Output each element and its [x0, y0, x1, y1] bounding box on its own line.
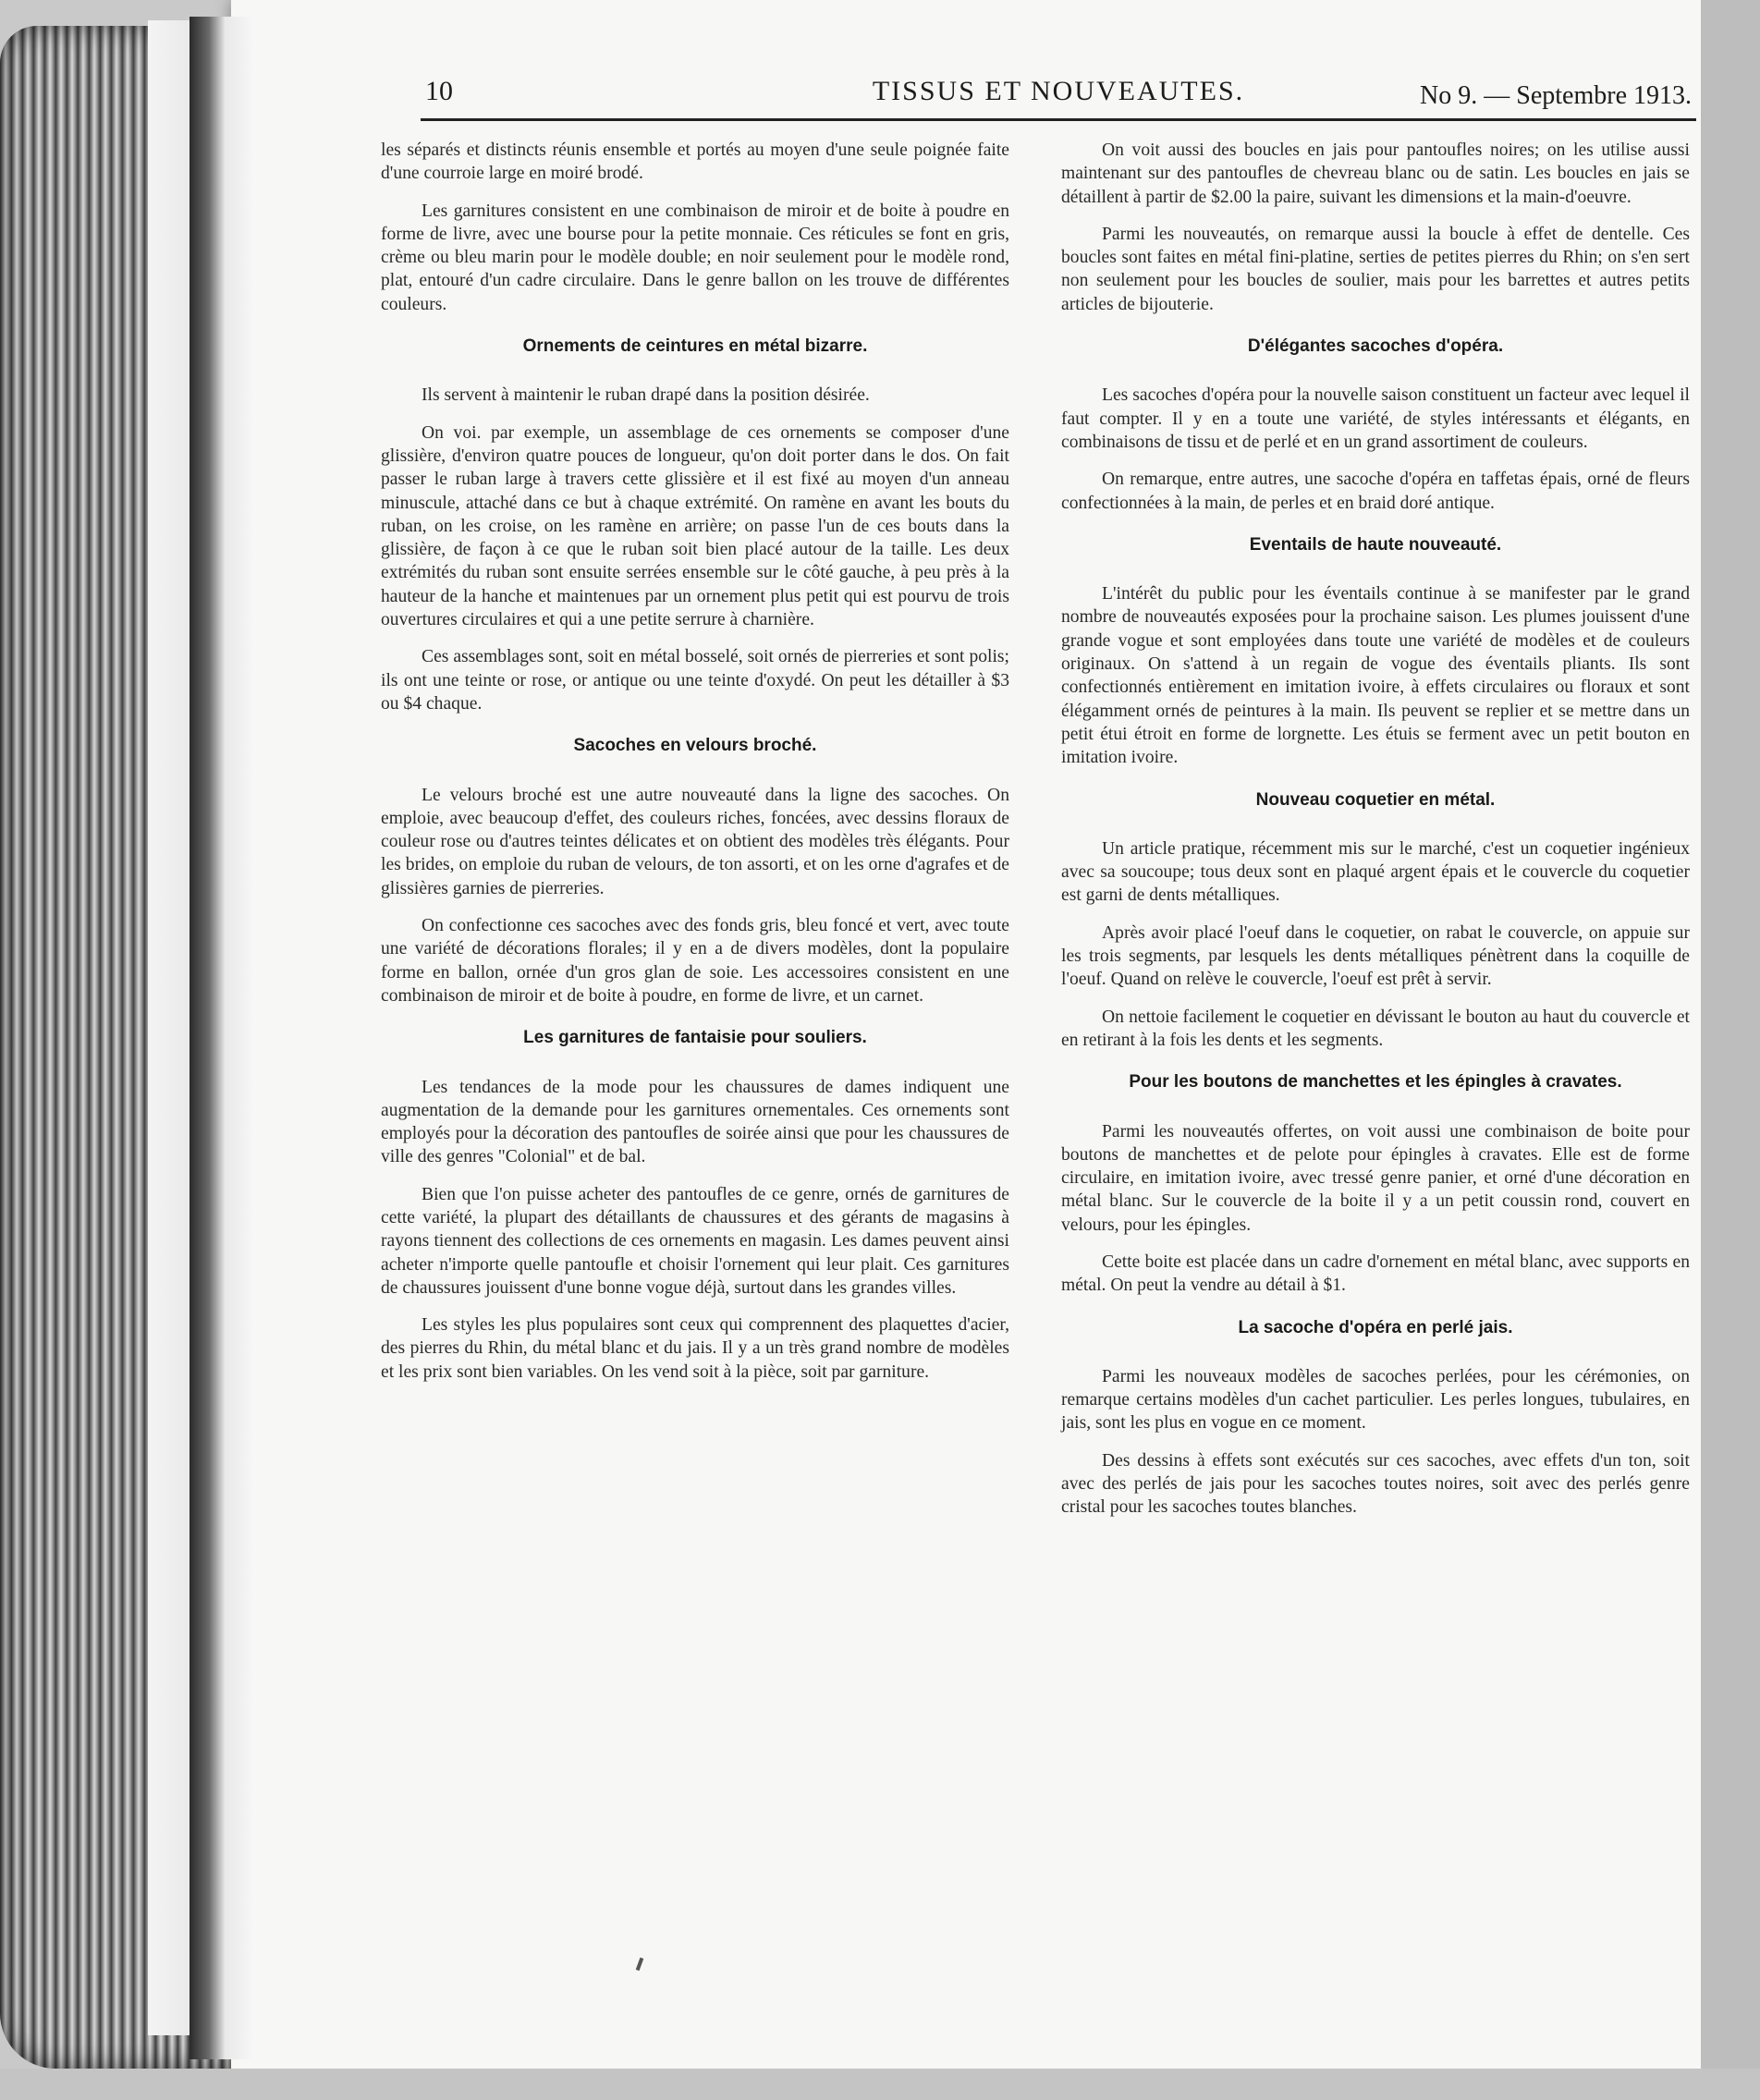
paragraph: Les garnitures consistent en une combinaison de miroir et de boite à poudre en forme de livre, avec une bourse pour la petite monnaie. Ces réticules se font en gris, crème ou bleu marin pour le modèle double; en noir seulement pour le modèle rond, plat, entouré d'un cadre circulaire. Dans le genre ballon on les trouve de différentes couleurs. [381, 201, 1009, 314]
paragraph: Les styles les plus populaires sont ceux qui comprennent des plaquettes d'acier, des pierres du Rhin, du métal blanc et du jais. Il y a un très grand nombre de modèles et les prix sont bien variables. On les vend soit à la pièce, soit par garniture. [381, 1315, 1009, 1382]
paragraph: On nettoie facilement le coquetier en dévissant le bouton au haut du couvercle et en retirant à la fois les dents et les segments. [1061, 1007, 1690, 1050]
section-heading: Pour les boutons de manchettes et les épingles à cravates. [1129, 1072, 1622, 1093]
right-column [1061, 139, 1690, 1533]
header-rule [421, 118, 1696, 121]
section-heading: La sacoche d'opéra en perlé jais. [1238, 1317, 1513, 1337]
paragraph: Les sacoches d'opéra pour la nouvelle saison constituent un facteur avec lequel il faut compter. Il y en a toute une variété, de styles intéressants et élégants, en combinaisons de tissu et de perlé et en un grand assortiment de couleurs. [1061, 385, 1690, 452]
scan-margin-bottom [0, 2069, 1760, 2100]
paragraph: On voi. par exemple, un assemblage de ces ornements se composer d'une glissière, d'environ quatre pouces de longueur, qu'on doit porter dans le dos. On fait passer le ruban large à travers cette glissière et il est fixé au moyen d'un anneau minuscule, attaché dans ce but à chaque extrémité. On ramène en avant les bouts du ruban, on les croise, on les ramène en arrière; on passe l'un de ces bouts dans la glissière, de façon à ce que le ruban soit bien placé autour de la taille. Les deux extrémités du ruban sont ensuite serrées ensemble sur le côté gauche, à peu près à la hauteur de la hanche et maintenues par un ornement plus petit qui est pourvu de trois ouvertures circulaires et qui a une petite serrure à charnière. [381, 422, 1009, 630]
binding-gutter [189, 17, 254, 2059]
journal-title: TISSUS ET NOUVEAUTES. [872, 76, 1245, 106]
paragraph: Ces assemblages sont, soit en métal bosselé, soit ornés de pierreries et sont polis; ils ont une teinte or rose, or antique ou une teinte d'oxydé. On peut les détailler à $3 ou $4 chaque. [381, 647, 1009, 714]
paragraph: On confectionne ces sacoches avec des fonds gris, bleu foncé et vert, avec toute une variété de décorations florales; il y en a de divers modèles, dont la populaire forme en ballon, ornée d'un gros glan de soie. Les accessoires consistent en une combinaison de miroir et de boite à poudre, en forme de livre, et un carnet. [381, 916, 1009, 1006]
page-number: 10 [425, 76, 453, 106]
section-heading: Sacoches en velours broché. [573, 736, 817, 756]
paragraph: Parmi les nouveaux modèles de sacoches perlées, pour les cérémonies, on remarque certains modèles d'un cachet particulier. Les perles longues, tubulaires, en jais, sont les plus en vogue en ce moment. [1061, 1366, 1690, 1434]
paragraph: Après avoir placé l'oeuf dans le coquetier, on rabat le couvercle, on appuie sur les trois segments, par lesquels les dents métalliques pénètrent dans la coquille de l'oeuf. Quand on relève le couvercle, l'oeuf est prêt à servir. [1061, 922, 1690, 990]
paragraph: Parmi les nouveautés, on remarque aussi la boucle à effet de dentelle. Ces boucles sont faites en métal fini-platine, serties de petites pierres du Rhin; on s'en sert non seulement pour les boucles de soulier, mais pour les barrettes et autres petits articles de bijouterie. [1061, 224, 1690, 314]
paragraph: On remarque, entre autres, une sacoche d'opéra en taffetas épais, orné de fleurs confectionnées à la main, de perles et en braid doré antique. [1061, 470, 1690, 513]
paragraph: Bien que l'on puisse acheter des pantoufles de ce genre, ornés de garnitures de cette variété, la plupart des détaillants de chaussures et des gérants de magasins à rayons tiennent des collections de ces ornements en magasin. Les dames peuvent ainsi acheter n'importe quelle pantoufle et choisir l'ornement qui leur plait. Ces garnitures de chaussures jouissent d'une bonne vogue déjà, surtout dans les grandes villes. [381, 1184, 1009, 1298]
paragraph: L'intérêt du public pour les éventails continue à se manifester par le grand nombre de nouveautés exposées pour la prochaine saison. Les plumes jouissent d'une grande vogue et sont employées dans toute une variété de modèles et de couleurs originaux. On s'attend à un regain de vogue des éventails pliants. Ils sont confectionnés entièrement en imitation ivoire, à effets circulaires ou floraux et sont élégamment ornés de peintures à la main. Ils peuvent se replier et se mettre dans un petit étui étroit en forme de lorgnette. Les étuis se ferment avec un petit bouton en imitation ivoire. [1061, 584, 1690, 768]
section-heading: Eventails de haute nouveauté. [1249, 534, 1502, 555]
section-heading: Ornements de ceintures en métal bizarre. [522, 336, 868, 357]
paragraph: Parmi les nouveautés offertes, on voit aussi une combinaison de boite pour boutons de manchettes et de pelote pour épingles à cravates. Elle est de forme circulaire, en imitation ivoire, avec tressé genre panier, et orné d'une décoration en métal blanc. Sur le couvercle de la boite il y a un petit coussin rond, couvert en velours, pour les épingles. [1061, 1121, 1690, 1235]
paragraph: Des dessins à effets sont exécutés sur ces sacoches, avec effets d'un ton, soit avec des perlés de jais pour les sacoches toutes noires, soit avec des perlés genre cristal pour les sacoches toutes blanches. [1061, 1450, 1690, 1518]
section-heading: Les garnitures de fantaisie pour souliers. [523, 1028, 867, 1048]
issue-date: No 9. — Septembre 1913. [1420, 81, 1692, 110]
paragraph: les séparés et distincts réunis ensemble et portés au moyen d'une seule poignée faite d'une courroie large en moiré brodé. [381, 140, 1009, 184]
paragraph: Les tendances de la mode pour les chaussures de dames indiquent une augmentation de la demande pour les garnitures ornementales. Ces ornements sont employés pour la décoration des pantoufles de soirée ainsi que pour les chaussures de ville des genres "Colonial" et de bal. [381, 1077, 1009, 1167]
paragraph: Le velours broché est une autre nouveauté dans la ligne des sacoches. On emploie, avec beaucoup d'effet, des couleurs riches, foncées, avec dessins floraux de couleur rose ou d'autres teintes délicates et on obtient des modèles très élégants. Pour les brides, on emploie du ruban de velours, de ton assorti, et on les orne d'agrafes et de glissières garnies de pierreries. [381, 785, 1009, 898]
scan-margin-right [1701, 0, 1760, 2100]
paragraph: Ils servent à maintenir le ruban drapé dans la position désirée. [422, 385, 870, 406]
paragraph: Cette boite est placée dans un cadre d'ornement en métal blanc, avec supports en métal. On peut la vendre au détail à $1. [1061, 1251, 1690, 1296]
section-heading: D'élégantes sacoches d'opéra. [1247, 336, 1504, 357]
section-heading: Nouveau coquetier en métal. [1255, 789, 1496, 810]
running-header [425, 76, 1692, 122]
left-column [381, 139, 1009, 1398]
paragraph: On voit aussi des boucles en jais pour pantoufles noires; on les utilise aussi maintenant sur des pantoufles de chevreau blanc ou de satin. Les boucles en jais se détaillent à partir de $2.00 la paire, suivant les dimensions et la main-d'oeuvre. [1061, 140, 1690, 207]
paragraph: Un article pratique, récemment mis sur le marché, c'est un coquetier ingénieux avec sa soucoupe; tous deux sont en plaqué argent épais et le couvercle du coquetier est garni de dents métalliques. [1061, 838, 1690, 906]
